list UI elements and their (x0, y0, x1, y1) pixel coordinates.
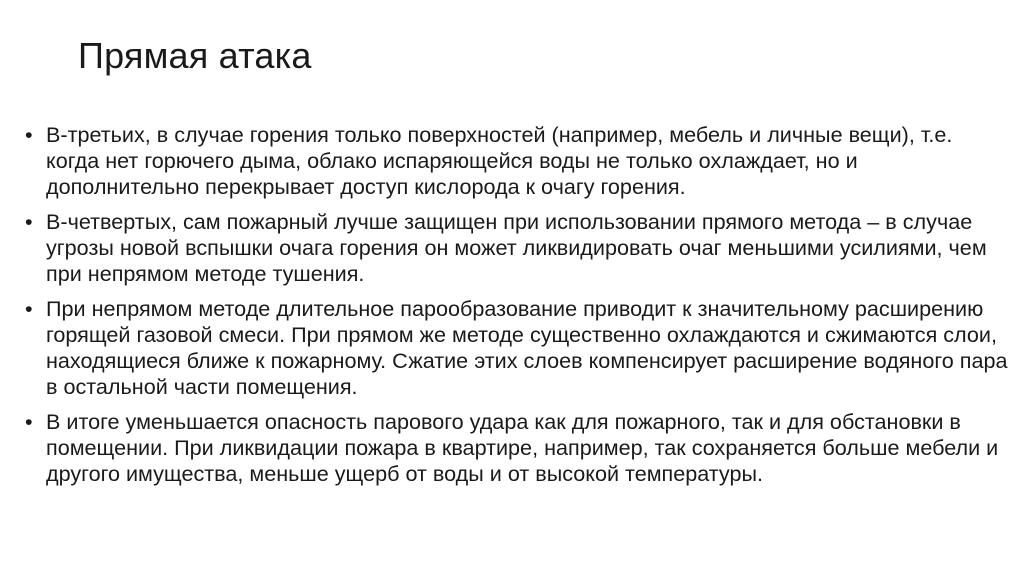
bullet-marker: • (25, 296, 33, 321)
bullet-list (25, 122, 1010, 496)
bullet-marker: • (25, 409, 33, 434)
bullet-text: В итоге уменьшается опасность парового удара как для пожарного, так и для обстановки в помещении. При ликвидации пожара в квартире, например, так сохраняется больше мебели и другого имущества, меньше ущерб от воды и от высокой температуры. (46, 409, 999, 486)
bullet-item (25, 122, 1010, 200)
bullet-item (25, 209, 1010, 287)
bullet-item (25, 296, 1010, 400)
slide-title: Прямая атака (78, 35, 312, 76)
bullet-marker: • (25, 209, 33, 234)
bullet-text: В-третьих, в случае горения только поверхностей (например, мебель и личные вещи), т.е. когда нет горючего дыма, облако испаряющейся воды не только охлаждает, но и дополнительно перекрывает доступ кислорода к очагу горения. (46, 122, 953, 199)
bullet-marker: • (25, 122, 33, 147)
bullet-text: В-четвертых, сам пожарный лучше защищен при использовании прямого метода – в случае угрозы новой вспышки очага горения он может ликвидировать очаг меньшими усилиями, чем при непрямом методе тушения. (46, 209, 987, 286)
bullet-text: При непрямом методе длительное парообразование приводит к значительному расширению горящей газовой смеси. При прямом же методе существенно охлаждаются и сжимаются слои, находящиеся ближе к пожарному. Сжатие этих слоев компенсирует расширение водяного пара в остальной части помещения. (46, 296, 1008, 399)
bullet-item (25, 409, 1010, 487)
